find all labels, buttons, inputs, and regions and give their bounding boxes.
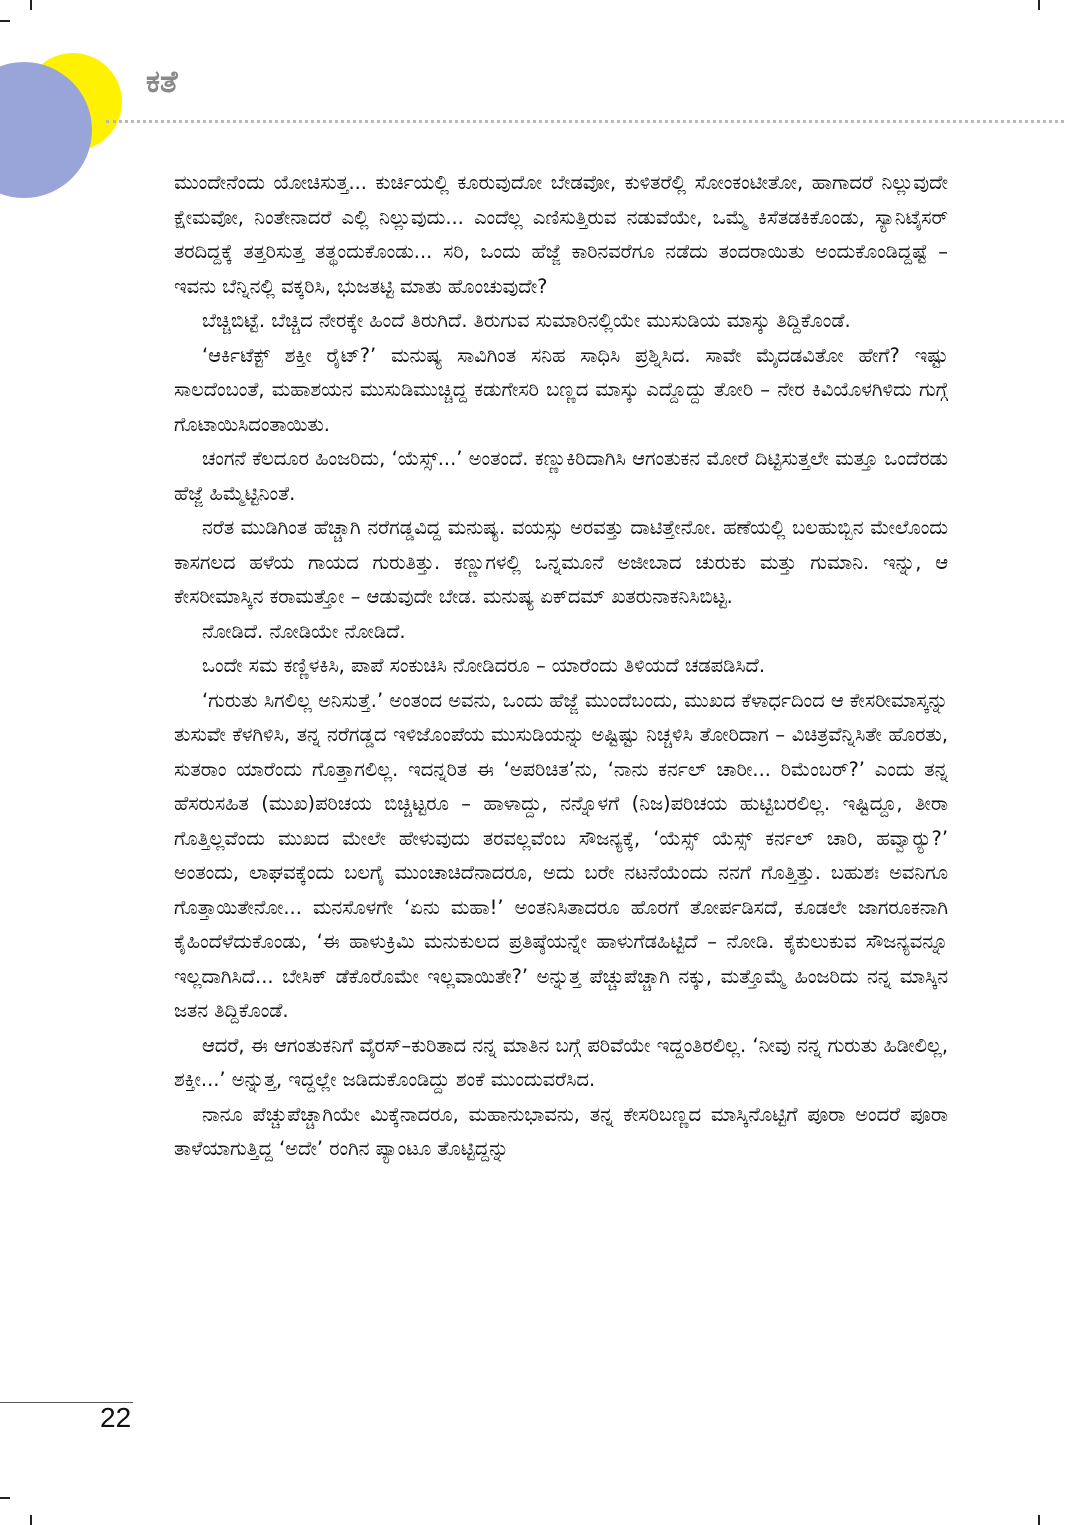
paragraph: ‘ಆರ್ಕಿಟೆಕ್ಟ್ ಶಕ್ತೀ ರೈಟ್?’ ಮನುಷ್ಯ ಸಾವಿಗಿಂತ ಸನಿಹ ಸಾಧಿಸಿ ಪ್ರಶ್ನಿಸಿದ. ಸಾವೇ ಮೈದಡವಿತೋ ಹೇಗೆ? ಇಷ್ಟು ಸಾಲದೆಂಬಂತೆ, ಮಹಾಶಯನ ಮುಸುಡಿಮುಚ್ಚಿದ್ದ ಕಡುಗೇಸರಿ ಬಣ್ಣದ ಮಾಸ್ಕು ಎದ್ದೊದ್ದು ತೋರಿ – ನೇರ ಕಿವಿಯೊಳಗಿಳಿದು ಗುಗ್ಗೆ ಗೊಟಾಯಿಸಿದಂತಾಯಿತು. <box>174 343 948 436</box>
crop-mark <box>1038 0 1040 10</box>
paragraph: ‘ಗುರುತು ಸಿಗಲಿಲ್ಲ ಅನಿಸುತ್ತೆ.’ ಅಂತಂದ ಅವನು, ಒಂದು ಹೆಜ್ಜೆ ಮುಂದೆಬಂದು, ಮುಖದ ಕೆಳಾರ್ಧದಿಂದ ಆ ಕೇಸರೀಮಾಸ್ಕನ್ನು ತುಸುವೇ ಕೆಳಗಿಳಿಸಿ, ತನ್ನ ನರೆಗಡ್ಡದ ಇಳಿಜೊಂಪೆಯ ಮುಸುಡಿಯನ್ನು ಅಷ್ಟಿಷ್ಟು ನಿಚ್ಚಳಿಸಿ ತೋರಿದಾಗ – ವಿಚಿತ್ರವೆನ್ನಿಸಿತೇ ಹೊರತು, ಸುತರಾಂ ಯಾರೆಂದು ಗೊತ್ತಾಗಲಿಲ್ಲ. ಇದನ್ನರಿತ ಈ ‘ಅಪರಿಚಿತ’ನು, ‘ನಾನು ಕರ್ನಲ್ ಚಾರೀ... ರಿಮೆಂಬರ್?’ ಎಂದು ತನ್ನ ಹೆಸರುಸಹಿತ (ಮುಖ)ಪರಿಚಯ ಬಿಚ್ಚಿಟ್ಟರೂ – ಹಾಳಾದ್ದು, ನನ್ನೊಳಗೆ (ನಿಜ)ಪರಿಚಯ ಹುಟ್ಟಿಬರಲಿಲ್ಲ. ಇಷ್ಟಿದ್ದೂ, ತೀರಾ ಗೊತ್ತಿಲ್ಲವೆಂದು ಮುಖದ ಮೇಲೇ ಹೇಳುವುದು ತರವಲ್ಲವೆಂಬ ಸೌಜನ್ಯಕ್ಕೆ, ‘ಯೆಸ್ಸ್ ಯೆಸ್ಸ್ ಕರ್ನಲ್ ಚಾರಿ, ಹವ್ವಾರ‍್ಯು?’ ಅಂತಂದು, ಲಾಘವಕ್ಕೆಂದು ಬಲಗೈ ಮುಂಚಾಚಿದೆನಾದರೂ, ಅದು ಬರೇ ನಟನೆಯೆಂದು ನನಗೆ ಗೊತ್ತಿತ್ತು. ಬಹುಶಃ ಅವನಿಗೂ ಗೊತ್ತಾಯಿತೇನೋ... ಮನಸೊಳಗೇ ‘ಏನು ಮಹಾ!’ ಅಂತನಿಸಿತಾದರೂ ಹೊರಗೆ ತೋರ್ಪಡಿಸದೆ, ಕೂಡಲೇ ಜಾಗರೂಕನಾಗಿ ಕೈಹಿಂದೆಳೆದುಕೊಂಡು, ‘ಈ ಹಾಳುಕ್ರಿಮಿ ಮನುಕುಲದ ಪ್ರತಿಷ್ಠೆಯನ್ನೇ ಹಾಳುಗೆಡಹಿಟ್ಟಿದೆ – ನೋಡಿ. ಕೈಕುಲುಕುವ ಸೌಜನ್ಯವನ್ನೂ ಇಲ್ಲದಾಗಿಸಿದೆ... ಬೇಸಿಕ್ ಡೆಕೊರೊಮೇ ಇಲ್ಲವಾಯಿತೇ?’ ಅನ್ನುತ್ತ ಪೆಚ್ಚುಪೆಚ್ಚಾಗಿ ನಕ್ಕು, ಮತ್ತೊಮ್ಮೆ ಹಿಂಜರಿದು ನನ್ನ ಮಾಸ್ಕಿನ ಜತನ ತಿದ್ದಿಕೊಂಡೆ. <box>174 688 948 1022</box>
crop-mark <box>1038 1515 1040 1525</box>
paragraph: ಒಂದೇ ಸಮ ಕಣ್ಣಿಳಕಿಸಿ, ಪಾಪೆ ಸಂಕುಚಿಸಿ ನೋಡಿದರೂ – ಯಾರೆಂದು ತಿಳಿಯದೆ ಚಡಪಡಿಸಿದೆ. <box>202 654 765 677</box>
paragraph: ಬೆಚ್ಚಿಬಿಟ್ಟೆ. ಬೆಚ್ಚಿದ ನೇರಕ್ಕೇ ಹಿಂದೆ ತಿರುಗಿದೆ. ತಿರುಗುವ ಸುಮಾರಿನಲ್ಲಿಯೇ ಮುಸುಡಿಯ ಮಾಸ್ಕು ತಿದ್ದಿಕೊಂಡೆ. <box>202 309 851 332</box>
paragraph: ಆದರೆ, ಈ ಆಗಂತುಕನಿಗೆ ವೈರಸ್–ಕುರಿತಾದ ನನ್ನ ಮಾತಿನ ಬಗ್ಗೆ ಪರಿವೆಯೇ ಇದ್ದಂತಿರಲಿಲ್ಲ. ‘ನೀವು ನನ್ನ ಗುರುತು ಹಿಡೀಲಿಲ್ಲ, ಶಕ್ತೀ...’ ಅನ್ನುತ್ತ, ಇದ್ದಲ್ಲೇ ಜಡಿದುಕೊಂಡಿದ್ದು ಶಂಕೆ ಮುಂದುವರೆಸಿದ. <box>174 1033 948 1091</box>
paragraph: ನೋಡಿದೆ. ನೋಡಿಯೇ ನೋಡಿದೆ. <box>202 619 406 643</box>
crop-mark <box>30 0 32 10</box>
paragraph: ಮುಂದೇನೆಂದು ಯೋಚಿಸುತ್ತ... ಕುರ್ಚಿಯಲ್ಲಿ ಕೂರುವುದೋ ಬೇಡವೋ, ಕುಳಿತರೆಲ್ಲಿ ಸೋಂಕಂಟೀತೋ, ಹಾಗಾದರೆ ನಿಲ್ಲುವುದೇ ಕ್ಷೇಮವೋ, ನಿಂತೇನಾದರೆ ಎಲ್ಲಿ ನಿಲ್ಲುವುದು... ಎಂದೆಲ್ಲ ಎಣಿಸುತ್ತಿರುವ ನಡುವೆಯೇ, ಒಮ್ಮೆ ಕಿಸೆತಡಕಿಕೊಂಡು, ಸ್ಯಾನಿಟೈಸರ್ ತರದಿದ್ದಕ್ಕೆ ತತ್ತರಿಸುತ್ತ ತತ್ಥಂದುಕೊಂಡು... ಸರಿ, ಒಂದು ಹೆಜ್ಜೆ ಕಾರಿನವರೆಗೂ ನಡೆದು ತಂದರಾಯಿತು ಅಂದುಕೊಂಡಿದ್ದಷ್ಟೆ – ಇವನು ಬೆನ್ನಿನಲ್ಲಿ ವಕ್ಕರಿಸಿ, ಭುಜತಟ್ಟಿ ಮಾತು ಹೊಂಚುವುದೇ? <box>174 171 948 298</box>
story-body <box>174 166 948 1167</box>
crop-mark <box>30 1515 32 1525</box>
crop-mark <box>0 20 10 22</box>
paragraph: ಚಂಗನೆ ಕೆಲದೂರ ಹಿಂಜರಿದು, ‘ಯೆಸ್ಸ್...’ ಅಂತಂದೆ. ಕಣ್ಣುಕಿರಿದಾಗಿಸಿ ಆಗಂತುಕನ ಮೋರೆ ದಿಟ್ಟಿಸುತ್ತಲೇ ಮತ್ತೂ ಒಂದೆರಡು ಹೆಜ್ಜೆ ಹಿಮ್ಮೆಟ್ಟಿನಿಂತೆ. <box>174 447 948 505</box>
paragraph: ನರೆತ ಮುಡಿಗಿಂತ ಹೆಚ್ಚಾಗಿ ನರೆಗಡ್ಡವಿದ್ದ ಮನುಷ್ಯ. ವಯಸ್ಸು ಅರವತ್ತು ದಾಟಿತ್ತೇನೋ. ಹಣೆಯಲ್ಲಿ ಬಲಹುಬ್ಬಿನ ಮೇಲೊಂದು ಕಾಸಗಲದ ಹಳೆಯ ಗಾಯದ ಗುರುತಿತ್ತು. ಕಣ್ಣುಗಳಲ್ಲಿ ಒನ್ನಮೂನೆ ಅಜೀಬಾದ ಚುರುಕು ಮತ್ತು ಗುಮಾನಿ. ಇನ್ನು, ಆ ಕೇಸರೀಮಾಸ್ಕಿನ ಕರಾಮತ್ತೋ – ಆಡುವುದೇ ಬೇಡ. ಮನುಷ್ಯ ಏಕ್‌ದಮ್ ಖತರುನಾಕನಿಸಿಬಿಟ್ಟ. <box>174 516 948 608</box>
paragraph: ನಾನೂ ಪೆಚ್ಚುಪೆಚ್ಚಾಗಿಯೇ ಮಿಕ್ಕೆನಾದರೂ, ಮಹಾನುಭಾವನು, ತನ್ನ ಕೇಸರಿಬಣ್ಣದ ಮಾಸ್ಕಿನೊಟ್ಟಿಗೆ ಪೂರಾ ಅಂದರೆ ಪೂರಾ ತಾಳೆಯಾಗುತ್ತಿದ್ದ ‘ಅದೇ’ ರಂಗಿನ ಪ್ಯಾಂಟೂ ತೊಟ್ಟಿದ್ದನ್ನು <box>174 1102 948 1160</box>
page-number: 22 <box>100 1402 132 1433</box>
crop-mark <box>0 1497 10 1499</box>
header-dotted-rule <box>106 120 1064 123</box>
section-title: ಕತೆ <box>146 64 178 100</box>
